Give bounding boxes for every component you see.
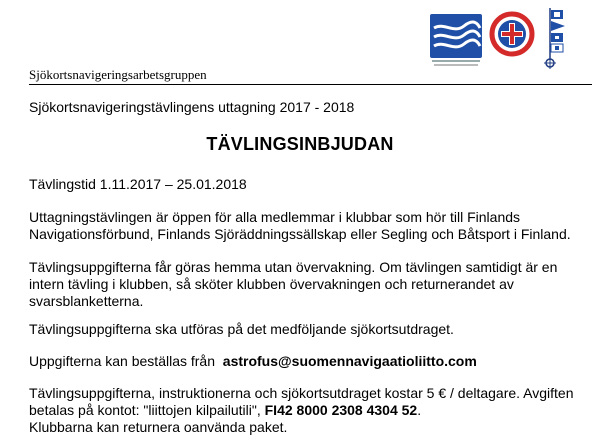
order-text: Uppgifterna kan beställas från [29, 353, 215, 369]
paragraph-supervision [29, 259, 557, 310]
org-name: Sjökortsnavigeringsarbetsgruppen [29, 67, 207, 82]
payment-suffix: . [417, 402, 422, 418]
account-number: FI42 8000 2308 4304 52 [264, 402, 418, 418]
paragraph-line: Uttagningstävlingen är öppen för alla medlemmar i klubbar som hör till Finlands [29, 209, 521, 225]
page-title: TÄVLINGSINBJUDAN [206, 134, 394, 154]
payment-text: betalas på kontot: "liittojen kilpailutili", [29, 402, 265, 418]
paragraph-line: Navigationsförbund, Finlands Sjöräddningssällskap eller Segling och Båtsport i Finland. [29, 226, 571, 242]
paragraph-line: Tävlingsuppgifterna, instruktionerna och sjökortsutdraget kostar 5 € / deltagare. Avgiften [29, 385, 574, 401]
paragraph-eligibility [29, 209, 571, 243]
signal-flags-logo [544, 8, 565, 69]
logo-group [430, 8, 595, 70]
paragraph-chart: Tävlingsuppgifterna ska utföras på det medföljande sjökortsutdraget. [29, 321, 454, 337]
paragraph-line: svarsblanketterna. [29, 293, 144, 309]
email-link[interactable]: astrofus@suomennavigaatioliitto.com [222, 353, 477, 369]
header-divider [29, 84, 592, 85]
paragraph-payment [29, 385, 574, 436]
paragraph-order [29, 353, 477, 370]
finlands-navigationsforbund-logo [430, 14, 482, 66]
paragraph-line: Klubbarna kan returnera oanvända paket. [29, 419, 288, 435]
sjoraddning-logo [492, 14, 532, 54]
paragraph-line: Tävlingsuppgifterna får göras hemma utan övervakning. Om tävlingen samtidigt är en [29, 259, 558, 275]
paragraph-line: intern tävling i klubben, så sköter klubben övervakningen och returnerandet av [29, 276, 514, 292]
subtitle: Sjökortsnavigeringstävlingens uttagning 2017 - 2018 [29, 99, 355, 115]
paragraph-line [29, 402, 574, 419]
competition-period: Tävlingstid 1.11.2017 – 25.01.2018 [29, 176, 247, 192]
logos-svg [430, 8, 595, 70]
